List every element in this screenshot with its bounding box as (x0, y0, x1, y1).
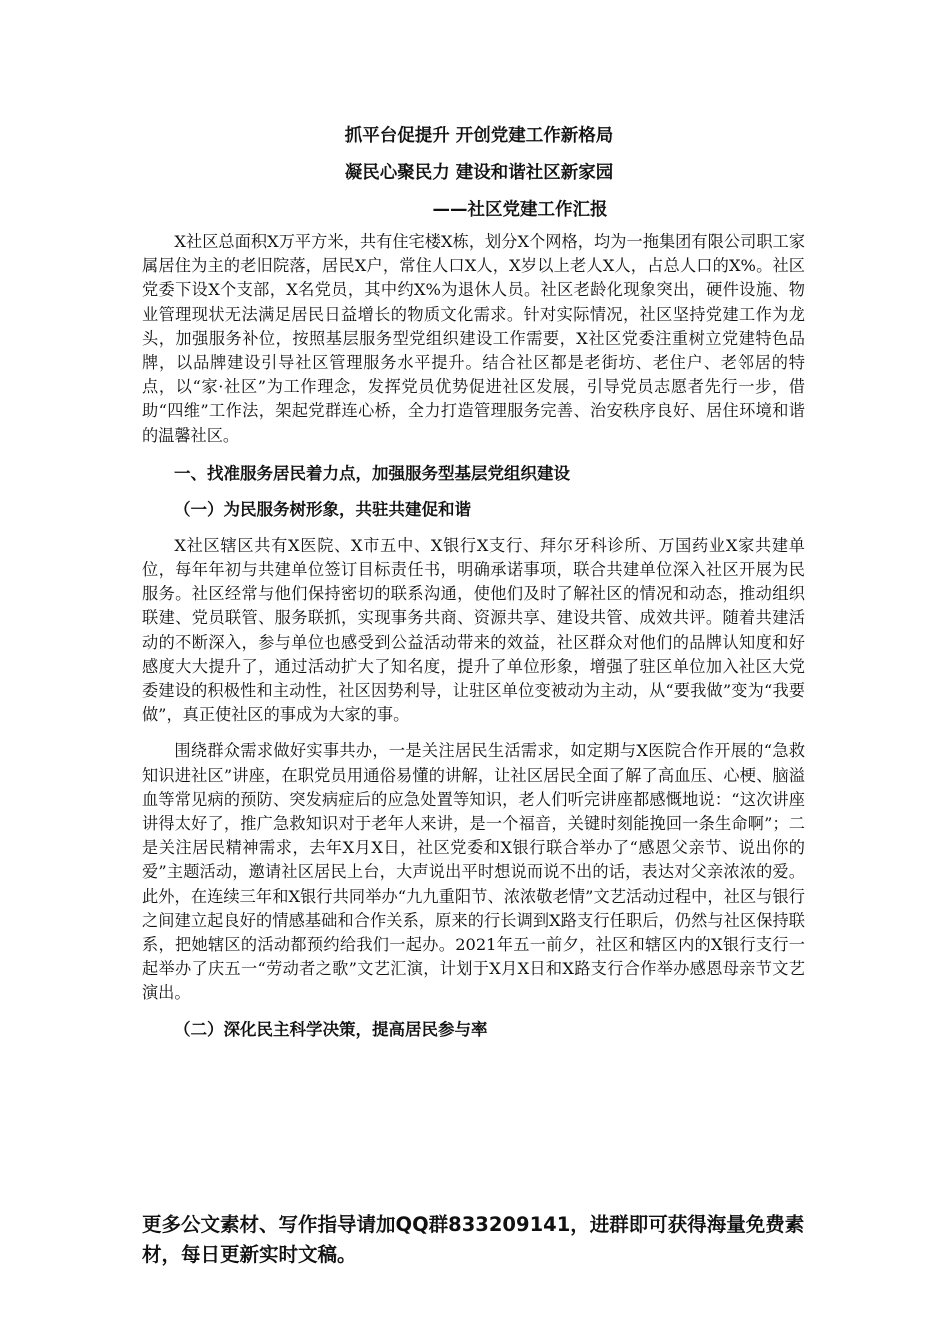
subsection-heading-1: （一）为民服务树形象，共驻共建促和谐 (174, 499, 471, 519)
promo-footer: 更多公文素材、写作指导请加QQ群833209141，进群即可获得海量免费素材，每日更新实时文稿。 (142, 1213, 805, 1266)
intro-paragraph: X社区总面积X万平方米，共有住宅楼X栋，划分X个网格，均为一拖集团有限公司职工家属居住为主的老旧院落，居民X户，常住人口X人，X岁以上老人X人，占总人口的X%。社区党委下设X个支部，X名党员，其中约X%为退休人员。社区老龄化现象突出，硬件设施、物业管理现状无法满足居民日益增长的物质文化需求。针对实际情况，社区坚持党建工作为龙头，加强服务补位，按照基层服务型党组织建设工作需要，X社区党委注重树立党建特色品牌，以品牌建设引导社区管理服务水平提升。结合社区都是老街坊、老住户、老邻居的特点，以“家·社区”为工作理念，发挥党员优势促进社区发展，引导党员志愿者先行一步，借助“四维”工作法，架起党群连心桥，全力打造管理服务完善、治安秩序良好、居住环境和谐的温馨社区。 (142, 232, 805, 445)
subsection-heading-2: （二）深化民主科学决策，提高居民参与率 (174, 1019, 488, 1039)
main-title: 抓平台促提升 开创党建工作新格局 (344, 126, 614, 146)
second-title: 凝民心聚民力 建设和谐社区新家园 (344, 163, 614, 183)
paragraph-practical-affairs: 围绕群众需求做好实事共办，一是关注居民生活需求，如定期与X医院合作开展的“急救知识进社区”讲座，在职党员用通俗易懂的讲解，让社区居民全面了解了高血压、心梗、脑溢血等常见病的预防、突发病症后的应急处置等知识，老人们听完讲座都感慨地说：“这次讲座讲得太好了，推广急救知识对于老年人来讲，是一个福音，关键时刻能挽回一条生命啊”；二是关注居民精神需求，去年X月X日，社区党委和X银行联合举办了“感恩父亲节、说出你的爱”主题活动，邀请社区居民上台，大声说出平时想说而说不出的话，表达对父亲浓浓的爱。此外，在连续三年和X银行共同举办“九九重阳节、浓浓敬老情”文艺活动过程中，社区与银行之间建立起良好的情感基础和合作关系，原来的行长调到X路支行任职后，仍然与社区保持联系，把她辖区的活动都预约给我们一起办。2021年五一前夕，社区和辖区内的X银行支行一起举办了庆五一“劳动者之歌”文艺汇演，计划于X月X日和X路支行合作举办感恩母亲节文艺演出。 (142, 741, 805, 1003)
section-heading-1: 一、找准服务居民着力点，加强服务型基层党组织建设 (174, 463, 570, 483)
document-body (142, 230, 805, 1042)
paragraph-co-construction: X社区辖区共有X医院、X市五中、X银行X支行、拜尔牙科诊所、万国药业X家共建单位，每年年初与共建单位签订目标责任书，明确承诺事项，联合共建单位深入社区开展为民服务。社区经常与他们保持密切的联系沟通，使他们及时了解社区的情况和动态，推动组织联建、党员联管、服务联抓，实现事务共商、资源共享、建设共管、成效共评。随着共建活动的不断深入，参与单位也感受到公益活动带来的效益，社区群众对他们的品牌认知度和好感度大大提升了，通过活动扩大了知名度，提升了单位形象，增强了驻区单位加入社区大党委建设的积极性和主动性，社区因势利导，让驻区单位变被动为主动，从“要我做”变为“我要做”，真正使社区的事成为大家的事。 (142, 535, 805, 725)
subtitle: ——社区党建工作汇报 (432, 200, 608, 220)
title-block (0, 118, 950, 229)
